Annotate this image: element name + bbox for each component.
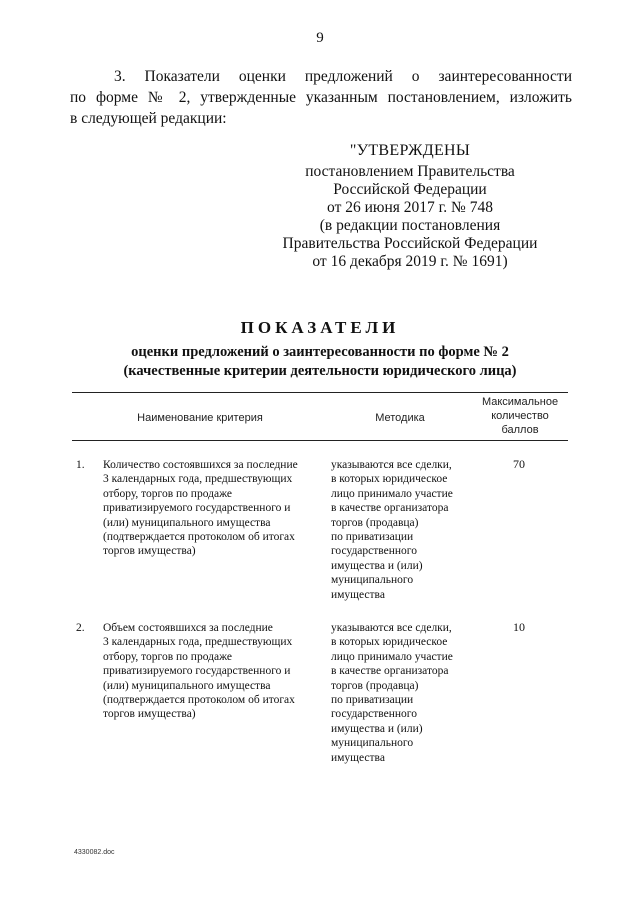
table-top-rule — [72, 392, 568, 393]
intro-paragraph — [70, 66, 572, 129]
method-line: торгов (продавца) — [331, 516, 419, 529]
criterion-line: (или) муниципального имущества — [103, 516, 271, 529]
subtitle-line-1: оценки предложений о заинтересованности по форме № 2 — [131, 344, 509, 360]
method-line: по приватизации — [331, 531, 414, 544]
method-line: государственного — [331, 708, 417, 721]
method-line: имущества — [331, 588, 385, 601]
method-line: муниципального — [331, 574, 414, 587]
criterion-line: 3 календарных года, предшествующих — [103, 636, 293, 649]
row-criterion — [103, 621, 327, 722]
criterion-line: 3 календарных года, предшествующих — [103, 473, 293, 486]
method-line: имущества — [331, 751, 385, 764]
approval-line: (в редакции постановления — [319, 217, 501, 234]
header-max-score — [470, 395, 570, 437]
criterion-line: (подтверждается протоколом об итогах — [103, 531, 295, 544]
intro-line-3: в следующей редакции: — [70, 110, 227, 127]
approval-heading: "УТВЕРЖДЕНЫ — [349, 142, 471, 159]
approval-line: от 16 декабря 2019 г. № 1691) — [312, 253, 508, 270]
method-line: торгов (продавца) — [331, 679, 419, 692]
criterion-line: приватизируемого государственного и — [103, 502, 291, 515]
method-line: лицо принимало участие — [331, 650, 453, 663]
method-line: в качестве организатора — [331, 502, 449, 515]
method-line: имущества и (или) — [331, 722, 423, 735]
row-number: 2. — [76, 622, 85, 634]
header-max-line-1: Максимальное — [481, 396, 559, 408]
criterion-line: (или) муниципального имущества — [103, 679, 271, 692]
criterion-line: приватизируемого государственного и — [103, 665, 291, 678]
intro-line-1: 3. Показатели оценки предложений о заинтересованности — [114, 68, 572, 85]
method-line: по приватизации — [331, 694, 414, 707]
method-line: лицо принимало участие — [331, 487, 453, 500]
approval-line: постановлением Правительства — [305, 163, 515, 180]
approval-line: от 26 июня 2017 г. № 748 — [327, 199, 493, 216]
method-line: государственного — [331, 545, 417, 558]
method-line: в которых юридическое — [331, 473, 448, 486]
criterion-line: торгов имущества) — [103, 708, 196, 721]
file-reference: 4330082.doc — [74, 849, 115, 856]
document-title: ПОКАЗАТЕЛИ — [240, 318, 400, 337]
header-max-line-2: количество — [491, 410, 549, 422]
method-line: в качестве организатора — [331, 665, 449, 678]
approval-line: Российской Федерации — [333, 181, 487, 198]
header-criterion: Наименование критерия — [137, 412, 263, 424]
row-score: 10 — [513, 620, 525, 634]
approval-block — [270, 142, 550, 271]
intro-line-2: по форме № 2, утвержденные указанным постановлением, изложить — [70, 89, 572, 106]
row-score: 70 — [513, 457, 525, 471]
method-line: в которых юридическое — [331, 636, 448, 649]
header-method: Методика — [375, 412, 425, 424]
method-line: указываются все сделки, — [331, 622, 452, 634]
row-number: 1. — [76, 459, 85, 471]
method-line: муниципального — [331, 737, 414, 750]
table-header-rule — [72, 440, 568, 441]
subtitle-line-2: (качественные критерии деятельности юридического лица) — [123, 363, 517, 379]
criterion-line: Объем состоявшихся за последние — [103, 622, 273, 634]
row-method — [331, 621, 479, 765]
criterion-line: Количество состоявшихся за последние — [103, 459, 298, 471]
row-criterion — [103, 458, 327, 559]
document-subtitle — [0, 343, 640, 381]
method-line: указываются все сделки, — [331, 459, 452, 471]
criterion-line: отбору, торгов по продаже — [103, 650, 232, 663]
page-number: 9 — [316, 30, 324, 46]
criterion-line: (подтверждается протоколом об итогах — [103, 694, 295, 707]
criterion-line: торгов имущества) — [103, 545, 196, 558]
method-line: имущества и (или) — [331, 559, 423, 572]
criterion-line: отбору, торгов по продаже — [103, 487, 232, 500]
approval-line: Правительства Российской Федерации — [282, 235, 538, 252]
row-method — [331, 458, 479, 602]
header-max-line-3: баллов — [501, 424, 539, 436]
